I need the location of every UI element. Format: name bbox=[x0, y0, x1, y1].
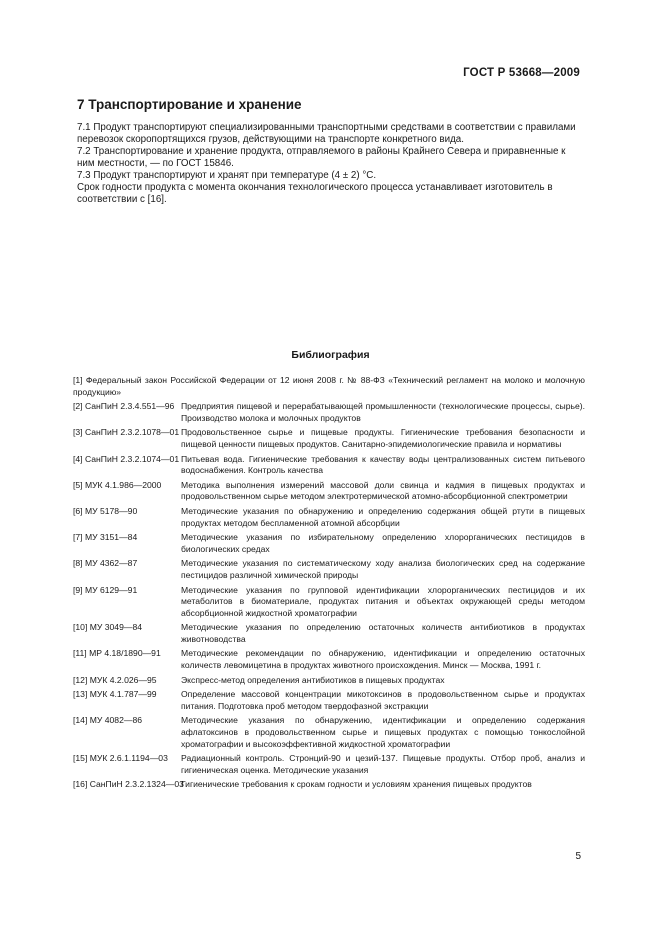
standard-code: ГОСТ Р 53668—2009 bbox=[463, 67, 580, 79]
bibliography-entry bbox=[73, 401, 585, 424]
bibliography-ref: [2] СанПиН 2.3.4.551—96 bbox=[73, 401, 175, 412]
bibliography-entry bbox=[73, 427, 585, 450]
bibliography-text: Методические указания по обнаружению, идентификации и определению содержания афлатоксинов в продовольственном сырье и пищевых продуктах с помощью тонкослойной хроматографии и высокоэффективной жидкостной хроматографии bbox=[181, 715, 585, 749]
bibliography-ref: [8] МУ 4362—87 bbox=[73, 558, 138, 569]
bibliography-ref: [6] МУ 5178—90 bbox=[73, 505, 138, 516]
paragraph-shelf-life: Срок годности продукта с момента окончания технологического процесса устанавливает изготовитель в соответствии с [16]. bbox=[77, 182, 553, 205]
bibliography-ref: [7] МУ 3151—84 bbox=[73, 532, 138, 543]
bibliography-text: Экспресс-метод определения антибиотиков в пищевых продуктах bbox=[181, 674, 445, 685]
bibliography-text: Методические указания по определению остаточных количеств антибиотиков в продуктах животноводства bbox=[181, 622, 585, 644]
bibliography-entry bbox=[73, 532, 585, 555]
paragraph-7-2: 7.2 Транспортирование и хранение продукта, отправляемого в районы Крайнего Севера и приравненные к ним местности, — по ГОСТ 15846. bbox=[77, 146, 566, 169]
bibliography-ref: [5] МУК 4.1.986—2000 bbox=[73, 479, 162, 490]
bibliography-text: Методические указания по групповой идентификации хлорорганических пестицидов и их метаболитов в биоматериале, продуктах питания и объектах окружающей среды методом абсорбционной жидкостной хроматографии bbox=[181, 584, 585, 618]
bibliography-entry bbox=[73, 558, 585, 581]
bibliography-text: Методика выполнения измерений массовой доли свинца и кадмия в пищевых продуктах и продовольственном сырье методом электротермической атомно-абсорбционной спектрометрии bbox=[181, 479, 585, 502]
bibliography-entry bbox=[73, 715, 585, 750]
bibliography-entry bbox=[73, 454, 585, 477]
bibliography-entry bbox=[73, 689, 585, 712]
bibliography-entry bbox=[73, 648, 585, 671]
paragraph-7-3: 7.3 Продукт транспортируют и хранят при температуре (4 ± 2) °С. bbox=[77, 170, 377, 181]
bibliography-text: Продовольственное сырье и пищевые продукты. Гигиенические требования безопасности и пищевой ценности пищевых продуктов. Санитарно-эпидемиологические правила и нормативы bbox=[181, 427, 585, 449]
bibliography-ref: [3] СанПиН 2.3.2.1078—01 bbox=[73, 427, 180, 438]
section-body bbox=[77, 122, 583, 206]
paragraph-7-1: 7.1 Продукт транспортируют специализированными транспортными средствами в соответствии с правилами перевозок скоропортящихся грузов, действующими на транспорте конкретного вида. bbox=[77, 122, 576, 145]
section-title: 7 Транспортирование и хранение bbox=[77, 97, 302, 112]
bibliography-text: Гигиенические требования к срокам годности и условиям хранения пищевых продуктов bbox=[181, 779, 532, 790]
bibliography-ref: [9] МУ 6129—91 bbox=[73, 584, 138, 595]
bibliography-entry bbox=[73, 753, 585, 776]
bibliography-ref: [15] МУК 2.6.1.1194—03 bbox=[73, 753, 168, 764]
bibliography-text: Радиационный контроль. Стронций-90 и цезий-137. Пищевые продукты. Отбор проб, анализ и гигиеническая оценка. Методические указания bbox=[181, 753, 585, 775]
bibliography-ref: [14] МУ 4082—86 bbox=[73, 715, 142, 726]
bibliography-ref: [16] СанПиН 2.3.2.1324—03 bbox=[73, 779, 184, 790]
bibliography-entry bbox=[73, 506, 585, 529]
bibliography-entry bbox=[73, 622, 585, 645]
bibliography-ref: [4] СанПиН 2.3.2.1074—01 bbox=[73, 453, 180, 464]
bibliography-entry bbox=[73, 779, 585, 791]
bibliography-ref: [12] МУК 4.2.026—95 bbox=[73, 674, 157, 685]
bibliography-text: Методические указания по систематическому ходу анализа биологических сред на содержание пестицидов различной химической природы bbox=[181, 558, 585, 580]
bibliography-ref: [10] МУ 3049—84 bbox=[73, 622, 142, 633]
bibliography-ref: [1] Федеральный закон Российской Федерации от 12 июня 2008 г. № 88-ФЗ «Технический регламент на молоко и молочную продукцию» bbox=[73, 375, 585, 397]
bibliography-title: Библиография bbox=[291, 349, 370, 361]
bibliography-ref: [13] МУК 4.1.787—99 bbox=[73, 689, 157, 700]
bibliography-ref: [11] МР 4.18/1890—91 bbox=[73, 648, 161, 659]
bibliography-entry bbox=[73, 585, 585, 620]
bibliography-entry bbox=[73, 675, 585, 687]
bibliography-text: Определение массовой концентрации микотоксинов в продовольственном сырье и продуктах питания. Подготовка проб методом твердофазной экстракции bbox=[181, 689, 585, 711]
bibliography-list bbox=[73, 375, 585, 794]
bibliography-entry bbox=[73, 480, 585, 503]
page-number: 5 bbox=[575, 851, 581, 862]
bibliography-entry bbox=[73, 375, 585, 398]
bibliography-text: Питьевая вода. Гигиенические требования к качеству воды централизованных систем питьевого водоснабжения. Контроль качества bbox=[181, 453, 585, 476]
bibliography-text: Предприятия пищевой и перерабатывающей промышленности (технологические процессы, сырье). Производство молока и молочных продуктов bbox=[181, 401, 585, 423]
bibliography-text: Методические рекомендации по обнаружению, идентификации и определению остаточных количеств левомицетина в продуктах животного происхождения. Минск — Москва, 1991 г. bbox=[181, 648, 585, 671]
bibliography-text: Методические указания по обнаружению и определению содержания общей ртути в пищевых продуктах методом беспламенной атомной абсорбции bbox=[181, 505, 585, 528]
bibliography-text: Методические указания по избирательному определению хлорорганических пестицидов в биологических средах bbox=[181, 532, 585, 554]
